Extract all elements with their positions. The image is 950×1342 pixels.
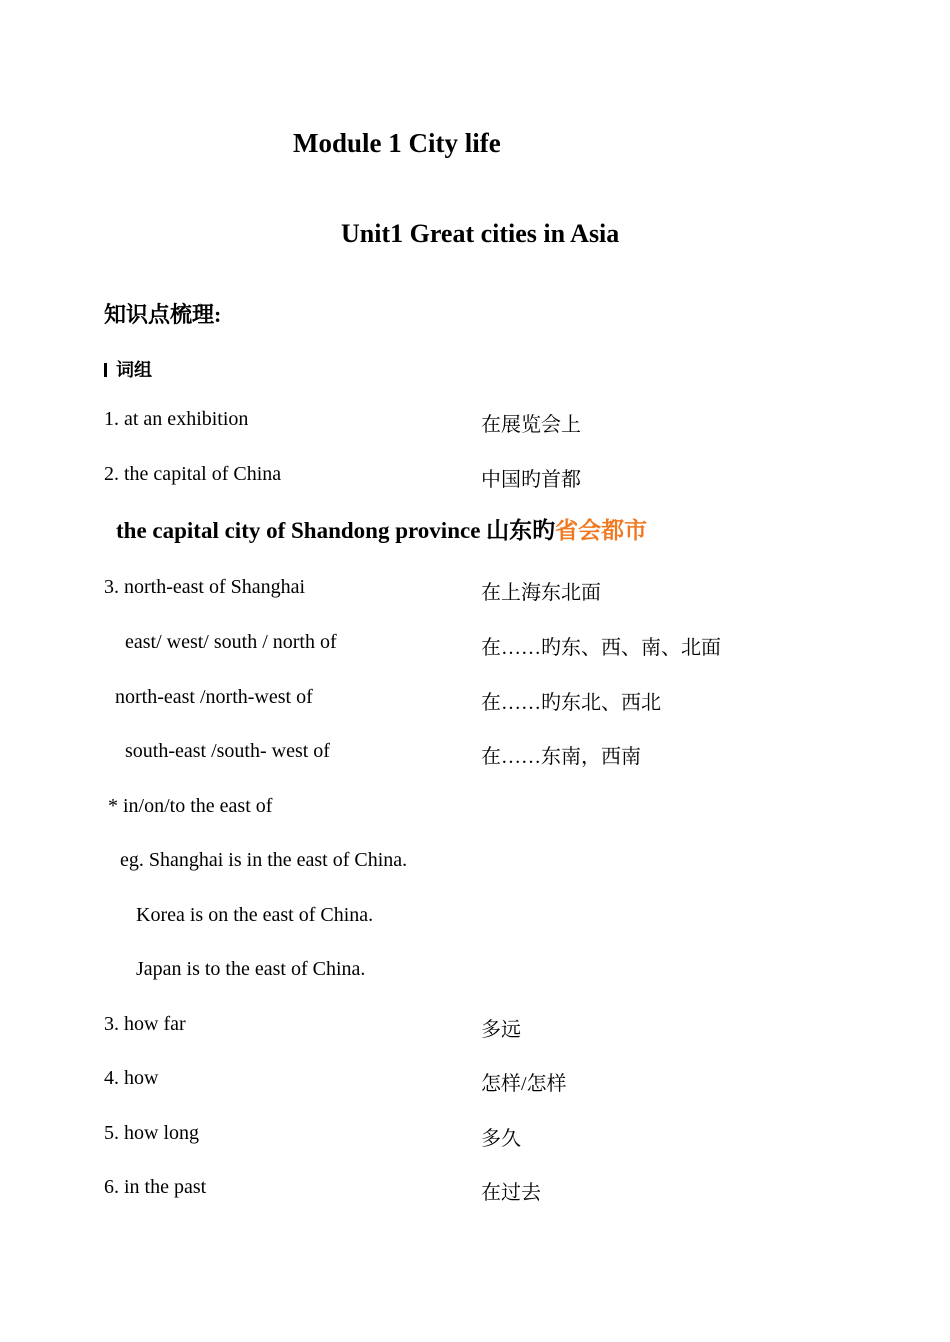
subsection-heading (104, 356, 152, 382)
note-line: * in/on/to the east of (108, 795, 273, 817)
capital-city-highlight: 省会都市 (555, 518, 648, 543)
entry-cn: 在过去 (481, 1182, 541, 1204)
capital-city-text: the capital city of Shandong province 山东旳 (116, 518, 556, 543)
entry-cn: 在……旳东北、西北 (481, 692, 661, 714)
capital-city-line (116, 512, 647, 545)
entry-cn: 多久 (481, 1128, 521, 1150)
entry-en: 4. how (104, 1067, 159, 1089)
entry-en: north-east /north-west of (115, 686, 313, 708)
module-title: Module 1 City life (293, 128, 501, 158)
entry-en: east/ west/ south / north of (125, 631, 337, 653)
entry-cn: 在上海东北面 (481, 582, 601, 604)
entry-en: 5. how long (104, 1122, 199, 1144)
example-line: Korea is on the east of China. (136, 904, 374, 926)
example-line: eg. Shanghai is in the east of China. (120, 849, 408, 871)
bullet-bar (104, 363, 107, 377)
entry-cn: 中国旳首都 (481, 469, 581, 491)
entry-cn: 多远 (481, 1019, 521, 1041)
example-line: Japan is to the east of China. (136, 958, 366, 980)
subsection-label: 词组 (116, 360, 152, 380)
entry-en: 3. how far (104, 1013, 186, 1035)
entry-cn: 怎样/怎样 (481, 1073, 567, 1095)
unit-title: Unit1 Great cities in Asia (341, 219, 620, 248)
entry-en: 3. north-east of Shanghai (104, 576, 306, 598)
entry-en: 2. the capital of China (104, 463, 282, 485)
entry-en: south-east /south- west of (125, 740, 330, 762)
section-heading: 知识点梳理: (104, 302, 222, 327)
entry-en: 1. at an exhibition (104, 408, 249, 430)
entry-cn: 在……旳东、西、南、北面 (481, 637, 721, 659)
entry-cn: 在展览会上 (481, 414, 581, 436)
entry-en: 6. in the past (104, 1176, 207, 1198)
entry-cn: 在……东南，西南 (481, 746, 641, 768)
